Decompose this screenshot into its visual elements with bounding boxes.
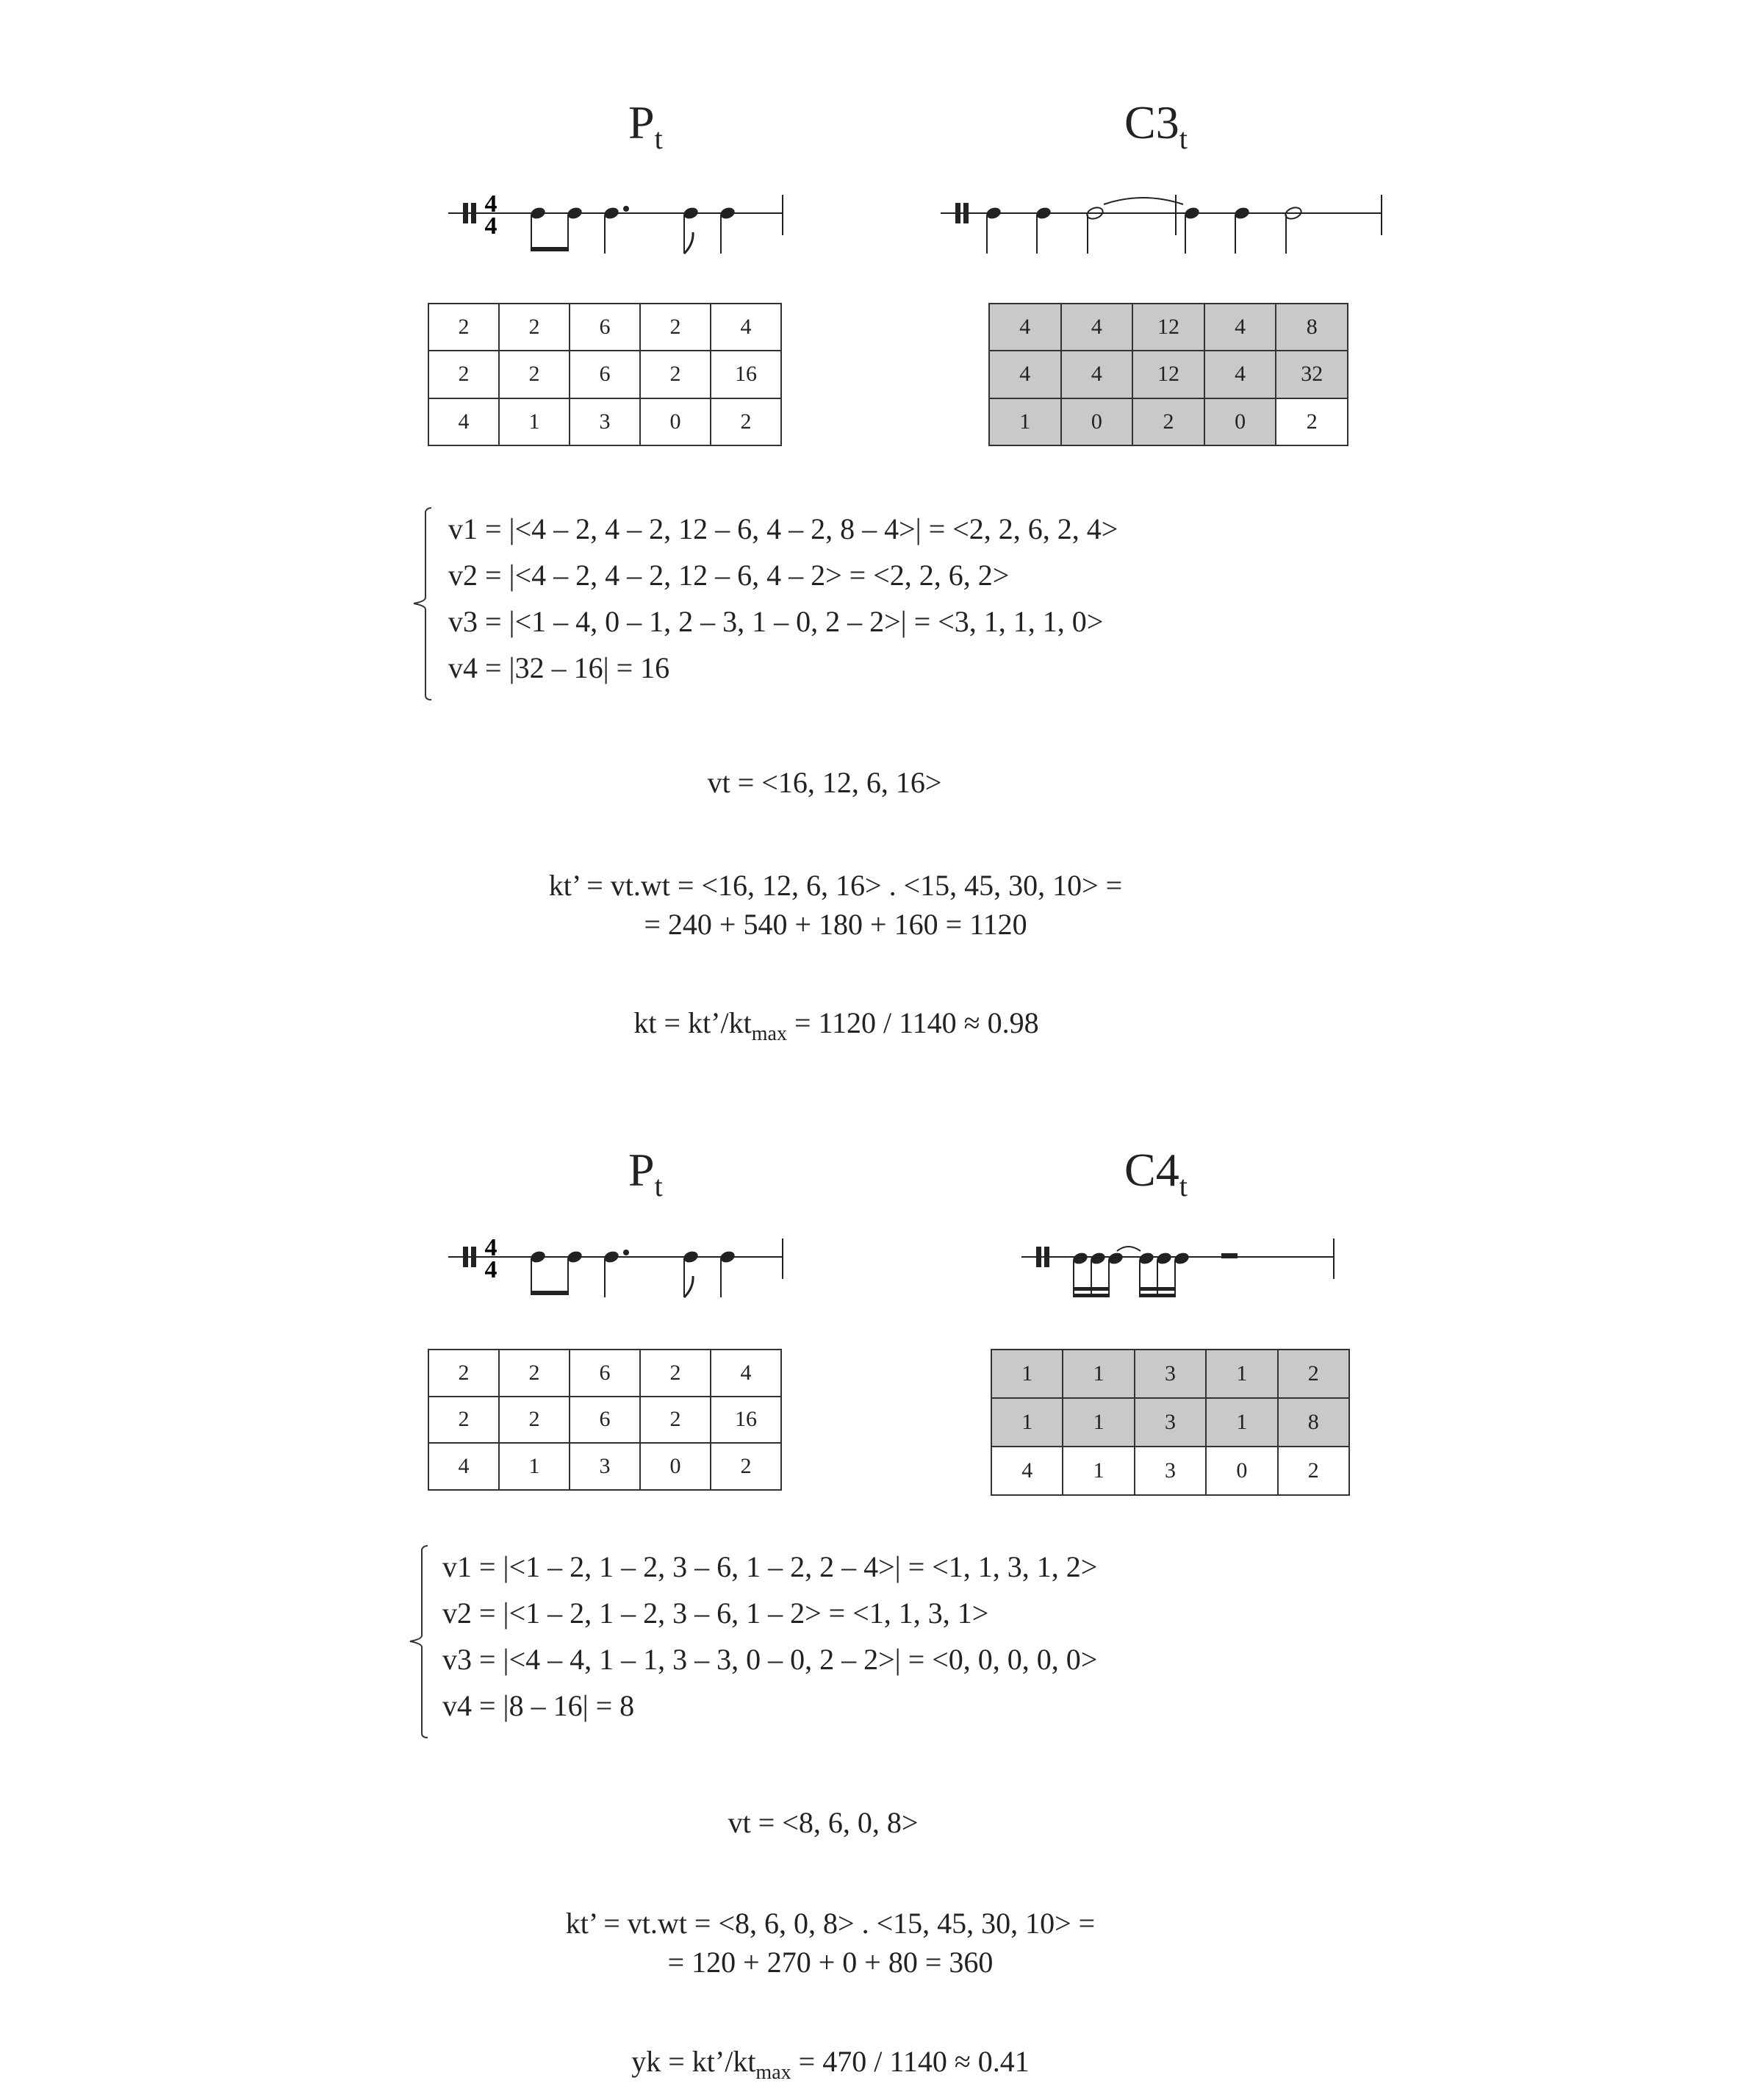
equation-v3: v3 = |<4 – 4, 1 – 1, 3 – 3, 0 – 0, 2 – 2>| = <0, 0, 0, 0, 0> — [442, 1643, 1098, 1676]
kprime-line-2: = 240 + 540 + 180 + 160 = 1120 — [644, 908, 1027, 941]
table-cell: 0 — [640, 1443, 711, 1490]
equation-v4: v4 = |32 – 16| = 16 — [448, 651, 670, 684]
table-cell: 1 — [499, 1443, 570, 1490]
heading-main: P — [628, 96, 655, 148]
rhythm-staff-c4 — [1021, 1220, 1359, 1308]
table-cell: 3 — [570, 398, 640, 445]
equation-v2: v2 = |<4 – 2, 4 – 2, 12 – 6, 4 – 2> = <2, 2, 6, 2> — [448, 559, 1010, 592]
vt-equation-2: vt = <8, 6, 0, 8> — [728, 1806, 919, 1839]
table-cell: 2 — [499, 1350, 570, 1397]
table-cell: 1 — [1063, 1350, 1134, 1398]
table-cell: 4 — [1204, 351, 1276, 398]
table-cell: 2 — [428, 304, 499, 351]
table-cell: 2 — [640, 304, 711, 351]
kprime-line-1: kt’ = vt.wt = <16, 12, 6, 16> . <15, 45, 30, 10> = — [548, 869, 1123, 902]
kt-rhs: = 470 / 1140 ≈ 0.41 — [791, 2045, 1030, 2078]
right-heading-1 — [1124, 96, 1188, 155]
table-cell: 2 — [1132, 398, 1204, 445]
table-cell: 3 — [1135, 1447, 1206, 1495]
table-cell: 4 — [428, 398, 499, 445]
rhythm-staff-p-2 — [448, 1220, 830, 1308]
right-heading-2 — [1124, 1144, 1188, 1203]
table-cell: 4 — [711, 1350, 781, 1397]
table-cell: 0 — [1206, 1447, 1277, 1495]
table-cell: 2 — [499, 351, 570, 398]
table-cell: 2 — [640, 351, 711, 398]
heading-sub: t — [654, 122, 663, 155]
table-cell: 2 — [711, 398, 781, 445]
table-cell: 12 — [1132, 304, 1204, 351]
table-c3 — [988, 303, 1348, 446]
heading-main: C3 — [1124, 96, 1179, 148]
table-row — [991, 1398, 1349, 1447]
table-cell: 16 — [711, 351, 781, 398]
table-cell: 2 — [428, 351, 499, 398]
table-row — [989, 304, 1348, 351]
heading-main: C4 — [1124, 1144, 1179, 1196]
table-cell: 1 — [991, 1350, 1063, 1398]
kt-equation-1 — [633, 1008, 1038, 1044]
table-cell: 1 — [1063, 1398, 1134, 1447]
table-row — [428, 304, 781, 351]
table-cell: 1 — [499, 398, 570, 445]
table-cell: 8 — [1278, 1398, 1349, 1447]
rhythm-staff-c3 — [941, 176, 1396, 265]
table-cell: 32 — [1276, 351, 1348, 398]
time-signature-bottom: 4 — [484, 1256, 498, 1283]
table-cell: 4 — [1061, 351, 1133, 398]
equation-v4: v4 = |8 – 16| = 8 — [442, 1689, 635, 1722]
kt-sub: max — [751, 1022, 787, 1045]
table-cell: 2 — [1278, 1350, 1349, 1398]
table-cell: 1 — [1063, 1447, 1134, 1495]
table-cell: 4 — [989, 304, 1061, 351]
table-cell: 16 — [711, 1397, 781, 1444]
table-cell: 1 — [991, 1398, 1063, 1447]
table-cell: 4 — [711, 304, 781, 351]
rhythm-staff-p-1 — [448, 176, 830, 265]
equation-v3: v3 = |<1 – 4, 0 – 1, 2 – 3, 1 – 0, 2 – 2>| = <3, 1, 1, 1, 0> — [448, 605, 1104, 638]
equation-v1: v1 = |<1 – 2, 1 – 2, 3 – 6, 1 – 2, 2 – 4>| = <1, 1, 3, 1, 2> — [442, 1550, 1098, 1583]
table-cell: 4 — [428, 1443, 499, 1490]
table-c4 — [991, 1349, 1350, 1496]
kt-rhs: = 1120 / 1140 ≈ 0.98 — [786, 1006, 1039, 1039]
kprime-line-1: kt’ = vt.wt = <8, 6, 0, 8> . <15, 45, 30, 10> = — [565, 1907, 1096, 1940]
table-cell: 12 — [1132, 351, 1204, 398]
table-cell: 0 — [640, 398, 711, 445]
table-cell: 2 — [711, 1443, 781, 1490]
time-signature-bottom: 4 — [484, 212, 498, 240]
left-heading-2 — [628, 1144, 663, 1203]
table-cell: 3 — [570, 1443, 640, 1490]
table-row — [428, 1350, 781, 1397]
kt-lhs: kt = kt’/kt — [633, 1006, 752, 1039]
table-row — [991, 1350, 1349, 1398]
table-cell: 6 — [570, 304, 640, 351]
table-cell: 8 — [1276, 304, 1348, 351]
table-p-1 — [428, 303, 782, 446]
table-row — [428, 398, 781, 445]
table-cell: 1 — [989, 398, 1061, 445]
kprime-line-2: = 120 + 270 + 0 + 80 = 360 — [667, 1946, 994, 1979]
table-cell: 3 — [1135, 1350, 1206, 1398]
time-signature-top: 4 — [484, 190, 498, 218]
table-cell: 4 — [1204, 304, 1276, 351]
table-row — [428, 1443, 781, 1490]
kt-lhs: yk = kt’/kt — [631, 2045, 756, 2078]
table-row — [989, 351, 1348, 398]
table-cell: 2 — [1278, 1447, 1349, 1495]
table-row — [428, 351, 781, 398]
kt-equation-2 — [631, 2047, 1030, 2083]
brace-2 — [404, 1544, 434, 1742]
table-cell: 2 — [428, 1350, 499, 1397]
table-cell: 4 — [991, 1447, 1063, 1495]
heading-sub: t — [654, 1169, 663, 1203]
table-cell: 6 — [570, 1350, 640, 1397]
time-signature-top: 4 — [484, 1234, 498, 1261]
left-heading-1 — [628, 96, 663, 155]
table-cell: 2 — [499, 304, 570, 351]
heading-main: P — [628, 1144, 655, 1196]
table-cell: 6 — [570, 351, 640, 398]
table-row — [991, 1447, 1349, 1495]
table-p-2 — [428, 1349, 782, 1491]
table-cell: 2 — [428, 1397, 499, 1444]
table-cell: 0 — [1204, 398, 1276, 445]
table-cell: 2 — [640, 1350, 711, 1397]
equation-v2: v2 = |<1 – 2, 1 – 2, 3 – 6, 1 – 2> = <1, 1, 3, 1> — [442, 1596, 989, 1630]
table-cell: 4 — [989, 351, 1061, 398]
table-cell: 2 — [499, 1397, 570, 1444]
table-cell: 2 — [640, 1397, 711, 1444]
brace-1 — [408, 506, 437, 704]
table-cell: 4 — [1061, 304, 1133, 351]
table-row — [428, 1397, 781, 1444]
vt-equation-1: vt = <16, 12, 6, 16> — [707, 766, 942, 799]
table-row — [989, 398, 1348, 445]
table-cell: 2 — [1276, 398, 1348, 445]
kt-sub: max — [755, 2061, 791, 2084]
table-cell: 1 — [1206, 1398, 1277, 1447]
table-cell: 0 — [1061, 398, 1133, 445]
table-cell: 6 — [570, 1397, 640, 1444]
heading-sub: t — [1179, 1169, 1188, 1203]
equation-v1: v1 = |<4 – 2, 4 – 2, 12 – 6, 4 – 2, 8 – 4>| = <2, 2, 6, 2, 4> — [448, 512, 1118, 545]
table-cell: 1 — [1206, 1350, 1277, 1398]
table-cell: 3 — [1135, 1398, 1206, 1447]
heading-sub: t — [1179, 122, 1188, 155]
